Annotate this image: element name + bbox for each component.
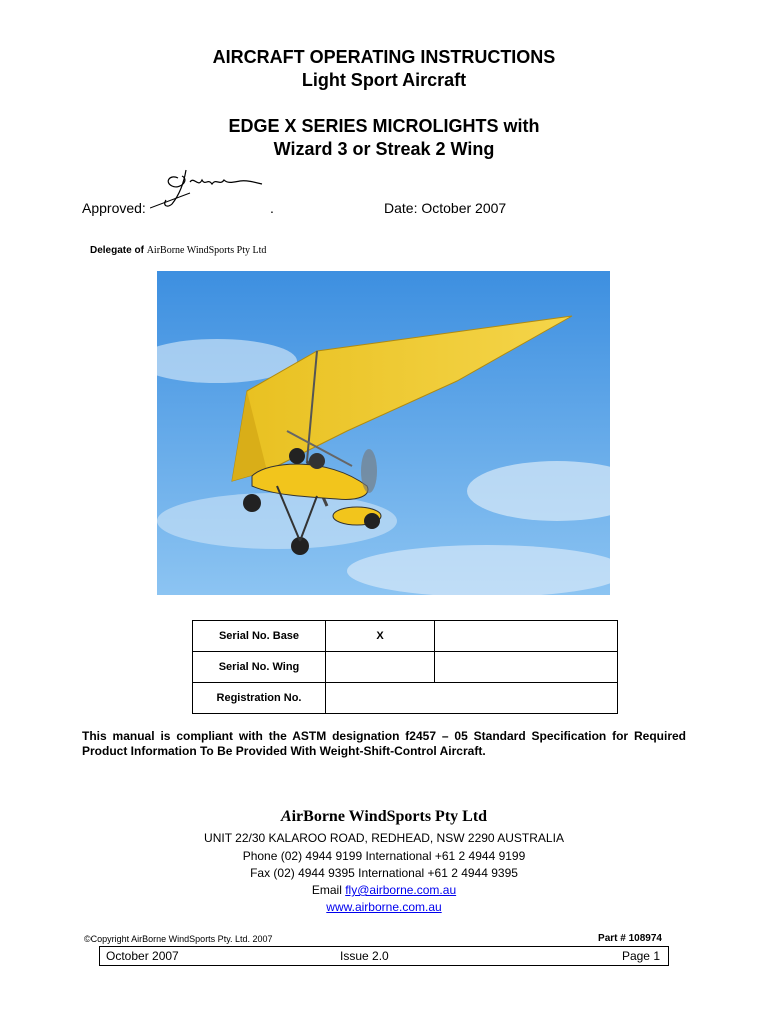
doc-title: AIRCRAFT OPERATING INSTRUCTIONS [212, 47, 556, 67]
signature-image [150, 160, 270, 210]
company-initial: A [280, 808, 292, 825]
registration-label: Registration No. [193, 683, 326, 714]
company-email-line [0, 882, 768, 898]
approved-label: Approved: [82, 200, 146, 216]
serial-base-value: X [326, 621, 435, 652]
doc-subtitle: Light Sport Aircraft [301, 70, 467, 90]
microlight-photo [157, 271, 610, 595]
copyright-notice: ©Copyright AirBorne WindSports Pty. Ltd. 2007 [84, 934, 273, 944]
serial-wing-extra [435, 652, 618, 683]
email-link[interactable]: fly@airborne.com.au [345, 883, 457, 897]
footer-box [99, 946, 669, 966]
serial-base-label: Serial No. Base [193, 621, 326, 652]
delegate-prefix: Delegate of [90, 245, 144, 256]
model-title: EDGE X SERIES MICROLIGHTS with [228, 116, 540, 136]
serial-wing-label: Serial No. Wing [193, 652, 326, 683]
serial-base-extra [435, 621, 618, 652]
signature-dot: . [270, 200, 274, 216]
wing-title: Wizard 3 or Streak 2 Wing [273, 139, 495, 159]
approval-date: Date: October 2007 [384, 200, 507, 216]
company-address: UNIT 22/30 KALAROO ROAD, REDHEAD, NSW 2290 AUSTRALIA [204, 831, 564, 845]
part-number: Part # 108974 [598, 933, 662, 944]
email-label: Email [311, 883, 346, 897]
company-phone: Phone (02) 4944 9199 International +61 2 4944 9199 [242, 849, 526, 863]
footer-page: Page 1 [621, 949, 660, 963]
company-website-line [0, 899, 768, 915]
company-name [0, 808, 768, 826]
company-fax: Fax (02) 4944 9395 International +61 2 4944 9395 [250, 866, 518, 880]
company-name-rest: irBorne WindSports Pty Ltd [291, 808, 488, 825]
delegate-company: AirBorne WindSports Pty Ltd [146, 245, 267, 256]
footer-issue: Issue 2.0 [340, 949, 389, 963]
serial-wing-value [326, 652, 435, 683]
delegate-line [90, 245, 266, 256]
website-link[interactable]: www.airborne.com.au [326, 900, 442, 914]
footer-date: October 2007 [106, 949, 179, 963]
registration-value [326, 683, 618, 714]
serial-table [192, 620, 618, 714]
compliance-statement: This manual is compliant with the ASTM designation f2457 – 05 Standard Specification for Required Product Information To Be Provided With Weight-Shift-Control Aircraft. [82, 729, 686, 758]
